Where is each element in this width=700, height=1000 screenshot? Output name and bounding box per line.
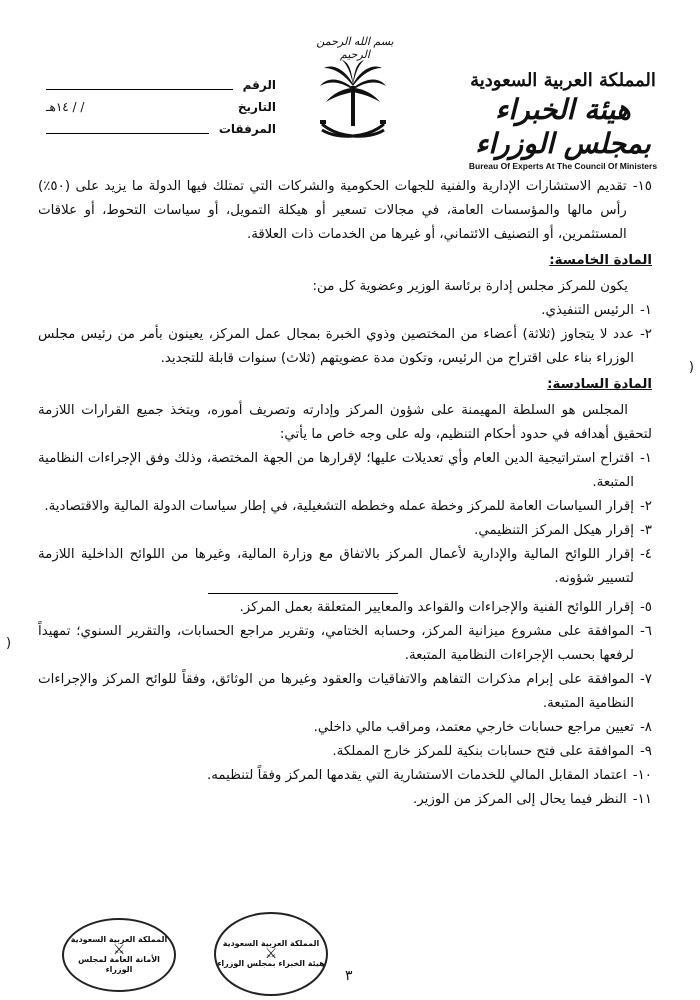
date-label: التاريخ bbox=[237, 100, 276, 114]
article-6-item bbox=[38, 788, 652, 812]
item-number: ٤- bbox=[639, 547, 652, 562]
emblem-mark-icon: ⚔ bbox=[264, 946, 278, 962]
item-text: إقرار السياسات العامة للمركز وخطة عمله وخططه التشغيلية، في إطار سياسات الدولة المالية والاقتصادية. bbox=[44, 499, 634, 514]
article-6-heading: المادة السادسة: bbox=[547, 377, 652, 392]
margin-mark-left: ( bbox=[6, 636, 12, 651]
article-6-item bbox=[38, 764, 652, 788]
item-text: الموافقة على مشروع ميزانية المركز، وحسابه الختامي، وتقرير مراجع الحسابات، والتقرير السنوي؛ تمهيداً لرفعها بحسب الإجراءات النظامية المتبعة. bbox=[38, 624, 634, 663]
item-text: إقرار اللوائح الفنية والإجراءات والقواعد والمعايير المتعلقة بعمل المركز. bbox=[239, 600, 634, 615]
item-text: عدد لا يتجاوز (ثلاثة) أعضاء من المختصين وذوي الخبرة بمجال عمل المركز، يعينون بأمر من رئيس مجلس الوزراء بناء على اقتراح من الرئيس، وتكون مدة عضويتهم (ثلاث) سنوات قابلة للتجديد. bbox=[38, 327, 634, 366]
item-number: ٢- bbox=[639, 327, 652, 342]
article-5-item bbox=[38, 323, 652, 371]
item-number: ٥- bbox=[639, 600, 652, 615]
article-5-intro: يكون للمركز مجلس إدارة برئاسة الوزير وعضوية كل من: bbox=[312, 279, 628, 294]
date-value: / / ١٤هـ bbox=[46, 100, 85, 114]
article-5-heading: المادة الخامسة: bbox=[549, 253, 652, 268]
margin-mark-right: ( bbox=[688, 360, 694, 375]
item-number: ٣- bbox=[639, 523, 652, 538]
item-text: إقرار هيكل المركز التنظيمي. bbox=[474, 523, 634, 538]
item-number: ٢- bbox=[639, 499, 652, 514]
article-6-intro: المجلس هو السلطة المهيمنة على شؤون المركز وإدارته وتصريف أموره، ويتخذ جميع القرارات اللازمة لتحقيق أهدافه في حدود أحكام التنظيم، وله على وجه خاص ما يأتي: bbox=[38, 403, 652, 442]
item-number: ٩- bbox=[639, 744, 652, 759]
stamp-line: المملكة العربية السعودية bbox=[70, 935, 168, 944]
item-text: الموافقة على إبرام مذكرات التفاهم والاتفاقيات والعقود وغيرها من الوثائق، وفقاً للوائح المركز والإجراءات النظامية المتبعة. bbox=[38, 672, 634, 711]
reference-fields bbox=[36, 74, 276, 140]
item-text: الموافقة على فتح حسابات بنكية للمركز خارج المملكة. bbox=[332, 744, 634, 759]
stamp-line: المملكة العربية السعودية bbox=[222, 939, 320, 948]
item-text: الرئيس التنفيذي. bbox=[541, 303, 634, 318]
attachments-row bbox=[36, 118, 276, 140]
organization-block bbox=[458, 70, 668, 171]
item-number: ١- bbox=[639, 451, 652, 466]
bureau-stamp bbox=[214, 912, 328, 996]
document-body bbox=[38, 175, 652, 812]
article-6-item bbox=[38, 447, 652, 495]
item-text: إقرار اللوائح المالية والإدارية لأعمال المركز بالاتفاق مع وزارة المالية، وغيرها من اللوائح الداخلية اللازمة لتسيير شؤونه. bbox=[38, 547, 634, 586]
article-6-item bbox=[38, 519, 652, 543]
item-number: ١٠- bbox=[632, 768, 652, 783]
separator-line bbox=[208, 593, 398, 594]
item-number: ٨- bbox=[639, 720, 652, 735]
stamp-line: الأمانة العامة لمجلس الوزراء bbox=[78, 955, 160, 974]
item-text: تعيين مراجع حسابات خارجي معتمد، ومراقب مالي داخلي. bbox=[313, 720, 634, 735]
clause-number: ١٥- bbox=[632, 179, 652, 194]
article-6-item bbox=[38, 543, 652, 591]
page-number: ٣ bbox=[345, 968, 353, 984]
number-label: الرقم bbox=[242, 78, 276, 92]
clause-text: تقديم الاستشارات الإدارية والفنية للجهات الحكومية والشركات التي تمتلك فيها الدولة ما يزيد على (٥٠٪) رأس مالها والمؤسسات العامة، في مجالات تسعير أو هيكلة التمويل، أو سياسات التحوط، أو علاقات المستثمرين، أو التصنيف الائتماني، أو غيرها من الخدمات ذات العلاقة. bbox=[38, 179, 627, 242]
saudi-emblem-icon bbox=[318, 58, 388, 148]
attachments-label: المرفقات bbox=[218, 122, 276, 136]
item-text: اعتماد المقابل المالي للخدمات الاستشارية التي يقدمها المركز وفقاً لتنظيمه. bbox=[207, 768, 627, 783]
item-number: ٦- bbox=[639, 624, 652, 639]
bureau-name-english: Bureau Of Experts At The Council Of Ministers bbox=[468, 161, 658, 171]
emblem-mark-icon: ⚔ bbox=[112, 942, 126, 958]
attachments-line bbox=[46, 125, 209, 134]
stamp-line: هيئة الخبراء بمجلس الوزراء bbox=[217, 959, 325, 968]
general-secretariat-stamp bbox=[62, 918, 176, 992]
letterhead bbox=[0, 0, 700, 171]
article-6-item bbox=[38, 620, 652, 668]
article-6-item bbox=[38, 596, 652, 620]
kingdom-name: المملكة العربية السعودية bbox=[470, 70, 656, 91]
bureau-name-arabic: هيئة الخبراء بمجلس الوزراء bbox=[475, 93, 651, 160]
article-6-item bbox=[38, 495, 652, 519]
number-row bbox=[36, 74, 276, 96]
clause-15 bbox=[38, 175, 652, 247]
item-text: النظر فيما يحال إلى المركز من الوزير. bbox=[412, 792, 627, 807]
number-line bbox=[46, 81, 233, 90]
item-text: اقتراح استراتيجية الدين العام وأي تعديلات عليها؛ لإقرارها من الجهة المختصة، وذلك وفق الإجراءات النظامية المتبعة. bbox=[38, 451, 634, 490]
item-number: ١١- bbox=[632, 792, 652, 807]
article-6-item bbox=[38, 716, 652, 740]
article-5-item bbox=[38, 299, 652, 323]
article-6-item bbox=[38, 740, 652, 764]
basmala: بسم الله الرحمن الرحيم bbox=[316, 35, 394, 61]
item-number: ١- bbox=[639, 303, 652, 318]
item-number: ٧- bbox=[639, 672, 652, 687]
date-row bbox=[36, 96, 276, 118]
article-6-item bbox=[38, 668, 652, 716]
